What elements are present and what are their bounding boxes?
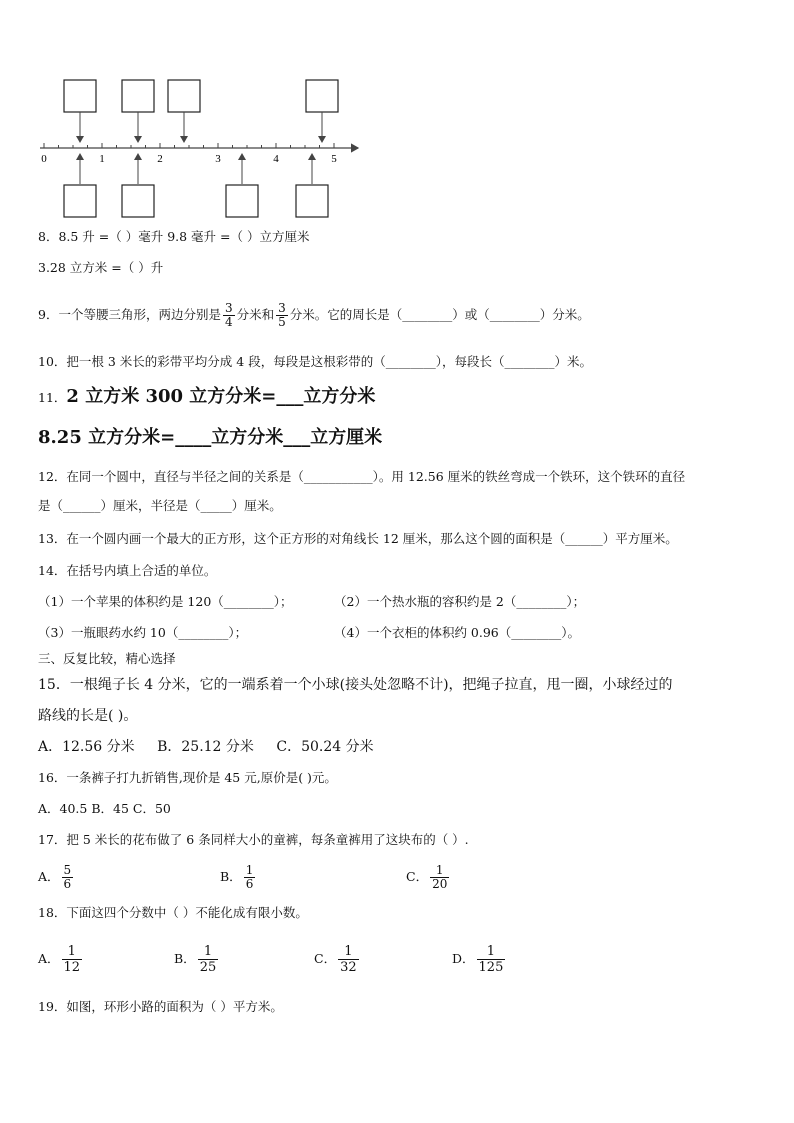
q11-line2: 8.25 立方分米=____立方分米___立方厘米 [38, 427, 383, 448]
q17-option-c[interactable]: C． $\frac{1}{20}$ [406, 863, 448, 891]
q9-mid: 分米和 [236, 307, 275, 322]
q18-c-fraction: $\frac{1}{32}$ [340, 944, 357, 975]
q15-options [38, 737, 374, 757]
answer-box-bottom-1[interactable] [64, 185, 96, 217]
q15-line2: 路线的长是( )。 [38, 708, 138, 724]
answer-box-bottom-2[interactable] [122, 185, 154, 217]
q8-line2: 3.28 立方米 =（ ）升 [38, 260, 164, 275]
q9-pre: 9．一个等腰三角形，两边分别是 [38, 307, 221, 322]
q9-fraction-2: $\frac{3}{5}$ [278, 301, 286, 329]
answer-box-bottom-3[interactable] [226, 185, 258, 217]
q9-post: 分米。它的周长是（________）或（________）分米。 [289, 307, 590, 322]
tick-label-2: 2 [157, 153, 163, 165]
q18-option-d[interactable]: D． $\frac{1}{125}$ [452, 944, 504, 975]
answer-box-top-3[interactable] [168, 80, 200, 112]
tick-label-5: 5 [331, 153, 337, 165]
q8-line1: 8．8.5 升 =（ ）毫升 9.8 毫升 =（ ）立方厘米 [38, 229, 310, 244]
q18-option-b[interactable]: B． $\frac{1}{25}$ [174, 944, 217, 975]
answer-box-top-2[interactable] [122, 80, 154, 112]
answer-box-top-1[interactable] [64, 80, 96, 112]
q15-option-b[interactable]: B．25.12 分米 [157, 739, 254, 755]
q18-b-fraction: $\frac{1}{25}$ [199, 944, 217, 975]
q13: 13．在一个圆内画一个最大的正方形，这个正方形的对角线长 12 厘米，那么这个圆的面积是（______）平方厘米。 [38, 531, 678, 546]
tick-label-0: 0 [41, 153, 47, 165]
tick-label-4: 4 [273, 153, 279, 165]
q17-c-fraction: $\frac{1}{20}$ [432, 863, 448, 891]
q11-number: 11． [38, 390, 67, 405]
q18-option-c[interactable]: C． $\frac{1}{32}$ [314, 944, 357, 975]
q14-item-1: （1）一个苹果的体积约是 120（________）； [38, 594, 293, 609]
q14-item-4: （4）一个衣柜的体积约 0.96（________）。 [334, 625, 581, 640]
q18-a-fraction: $\frac{1}{12}$ [63, 944, 81, 975]
q11-text1: 2 立方米 300 立方分米=___立方分米 [66, 386, 376, 407]
q19: 19．如图，环形小路的面积为（ ）平方米。 [38, 999, 283, 1014]
q18-stem: 18．下面这四个分数中（ ）不能化成有限小数。 [38, 905, 308, 920]
q17-stem: 17．把 5 米长的花布做了 6 条同样大小的童裤，每条童裤用了这块布的（ ）. [38, 832, 469, 847]
answer-box-bottom-4[interactable] [296, 185, 328, 217]
q15-option-a[interactable]: A．12.56 分米 [38, 739, 135, 755]
q18-option-a[interactable]: A． $\frac{1}{12}$ [38, 944, 81, 975]
q12-line1: 12．在同一个圆中，直径与半径之间的关系是（___________）。用 12.56 厘米的铁丝弯成一个铁环，这个铁环的直径 [38, 469, 686, 484]
q17-option-b[interactable]: B． $\frac{1}{6}$ [220, 863, 254, 891]
q15-option-c[interactable]: C．50.24 分米 [276, 739, 374, 755]
q9 [38, 298, 590, 332]
section-3-heading: 三、反复比较，精心选择 [38, 651, 176, 666]
q10: 10．把一根 3 米长的彩带平均分成 4 段，每段是这根彩带的（________），每段长（________）米。 [38, 354, 592, 369]
number-line-figure [34, 76, 374, 224]
axis-ticks [44, 143, 334, 148]
answer-box-top-4[interactable] [306, 80, 338, 112]
q12-line2: 是（______）厘米，半径是（_____）厘米。 [38, 498, 282, 513]
tick-label-1: 1 [99, 153, 105, 165]
q16-stem: 16．一条裤子打九折销售,现价是 45 元,原价是( )元。 [38, 770, 337, 785]
q17-a-fraction: $\frac{5}{6}$ [63, 863, 72, 891]
q17-option-a[interactable]: A． $\frac{5}{6}$ [38, 863, 72, 891]
q14-item-3: （3）一瓶眼药水约 10（________）； [38, 625, 248, 640]
q16-options[interactable]: A．40.5 B．45 C．50 [38, 801, 171, 816]
q11-line1 [38, 385, 375, 410]
q15-line1: 15．一根绳子长 4 分米，它的一端系着一个小球(接头处忽略不计)，把绳子拉直，甩一圈，小球经过的 [38, 677, 673, 693]
tick-label-3: 3 [215, 153, 221, 165]
q17-b-fraction: $\frac{1}{6}$ [245, 863, 254, 891]
q14-item-2: （2）一个热水瓶的容积约是 2（________）； [334, 594, 586, 609]
q9-fraction-1: $\frac{3}{4}$ [224, 301, 233, 329]
q14-title: 14．在括号内填上合适的单位。 [38, 563, 217, 578]
q18-d-fraction: $\frac{1}{125}$ [478, 944, 504, 975]
